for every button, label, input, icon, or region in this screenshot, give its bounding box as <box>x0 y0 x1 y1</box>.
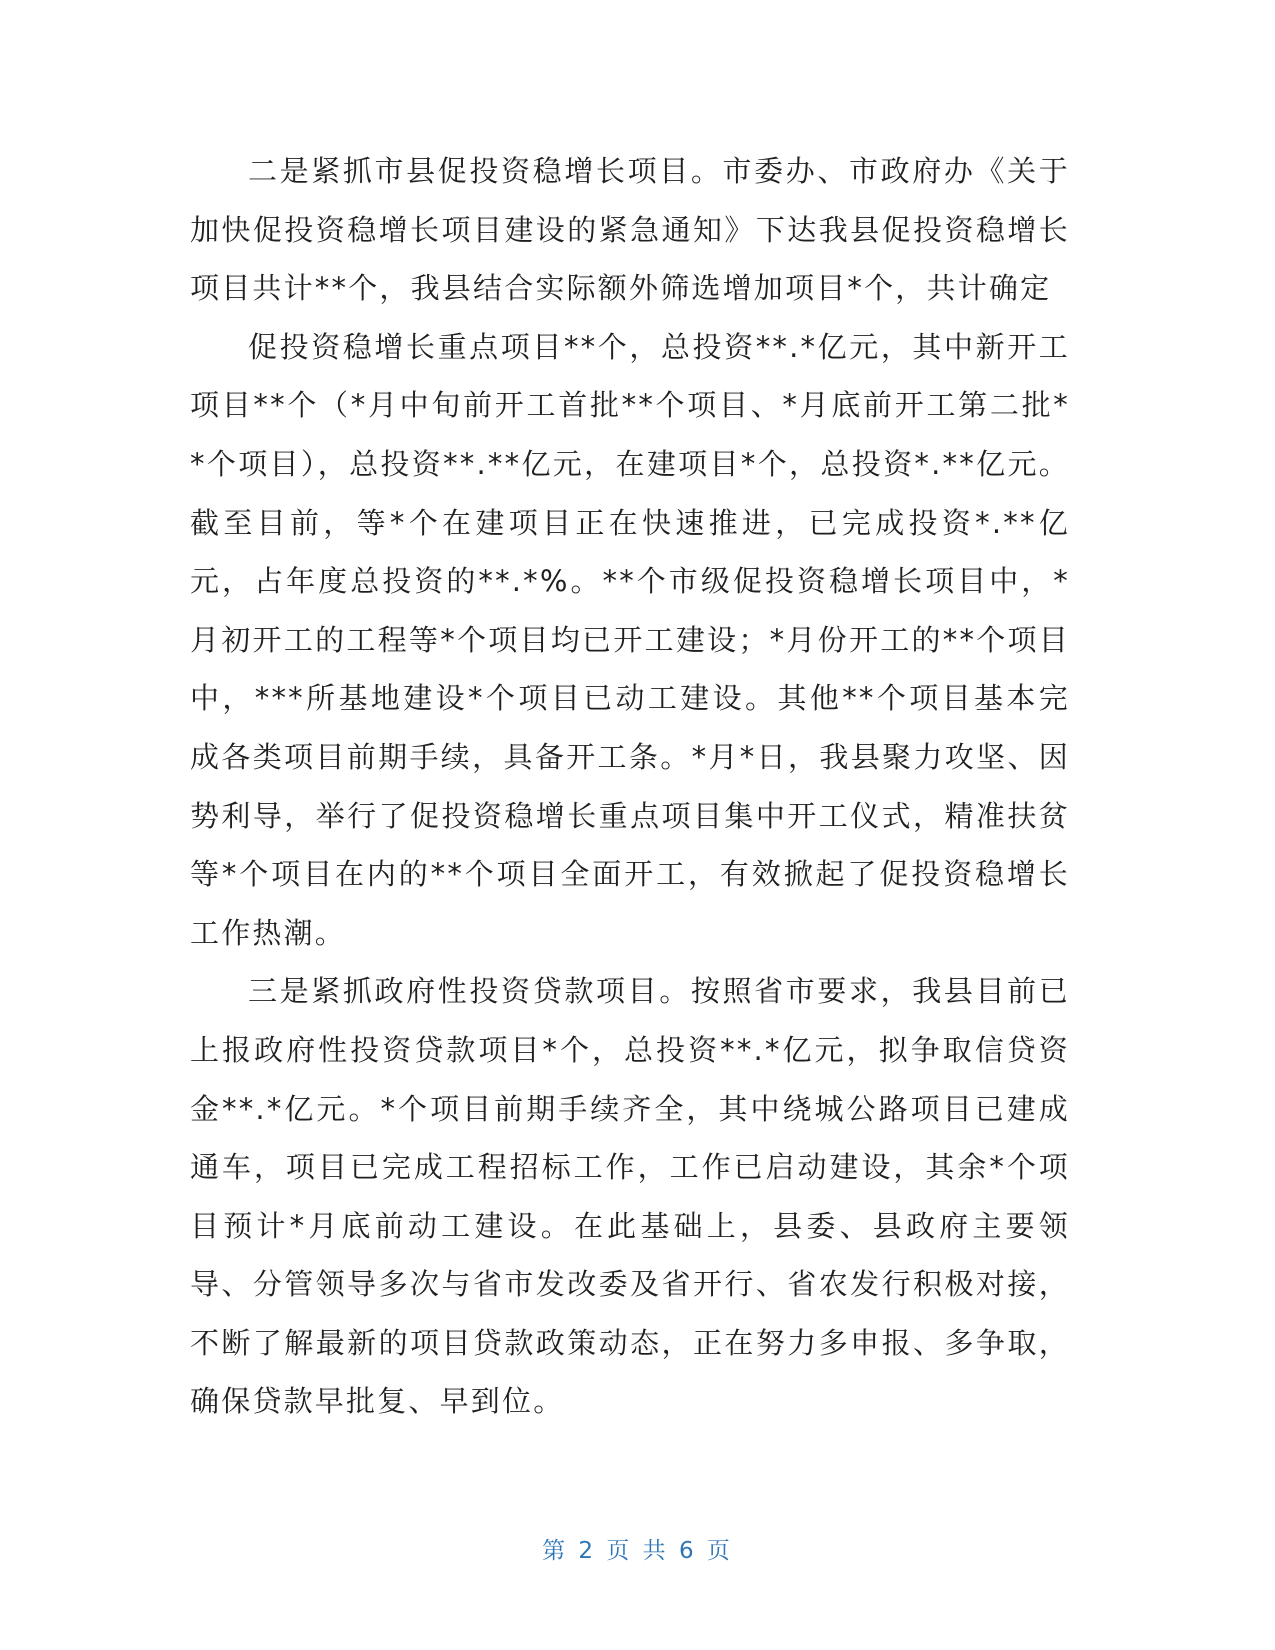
paragraph-key-projects: 促投资稳增长重点项目**个，总投资**.*亿元，其中新开工项目**个（*月中旬前开工首批**个项目、*月底前开工第二批**个项目），总投资**.**亿元，在建项目*个，总投资*.**亿元。截至目前，等*个在建项目正在快速推进，已完成投资*.**亿元，占年度总投资的**.*%。**个市级促投资稳增长项目中，*月初开工的工程等*个项目均已开工建设；*月份开工的**个项目中，***所基地建设*个项目已动工建设。其他**个项目基本完成各类项目前期手续，具备开工条。*月*日，我县聚力攻坚、因势利导，举行了促投资稳增长重点项目集中开工仪式，精准扶贫等*个项目在内的**个项目全面开工，有效掀起了促投资稳增长工作热潮。 <box>190 329 1070 950</box>
paragraph-government-loans: 三是紧抓政府性投资贷款项目。按照省市要求，我县目前已上报政府性投资贷款项目*个，总投资**.*亿元，拟争取信贷资金**.*亿元。*个项目前期手续齐全，其中绕城公路项目已建成通车，项目已完成工程招标工作，工作已启动建设，其余*个项目预计*月底前动工建设。在此基础上，县委、县政府主要领导、分管领导多次与省市发改委及省开行、省农发行积极对接，不断了解最新的项目贷款政策动态，正在努力多申报、多争取，确保贷款早批复、早到位。 <box>190 974 1070 1419</box>
page-footer: 第 2 页 共 6 页 <box>542 1538 733 1564</box>
paragraph-investment-projects: 二是紧抓市县促投资稳增长项目。市委办、市政府办《关于加快促投资稳增长项目建设的紧急通知》下达我县促投资稳增长项目共计**个，我县结合实际额外筛选增加项目*个，共计确定 <box>190 154 1070 306</box>
document-body <box>190 142 1070 1431</box>
